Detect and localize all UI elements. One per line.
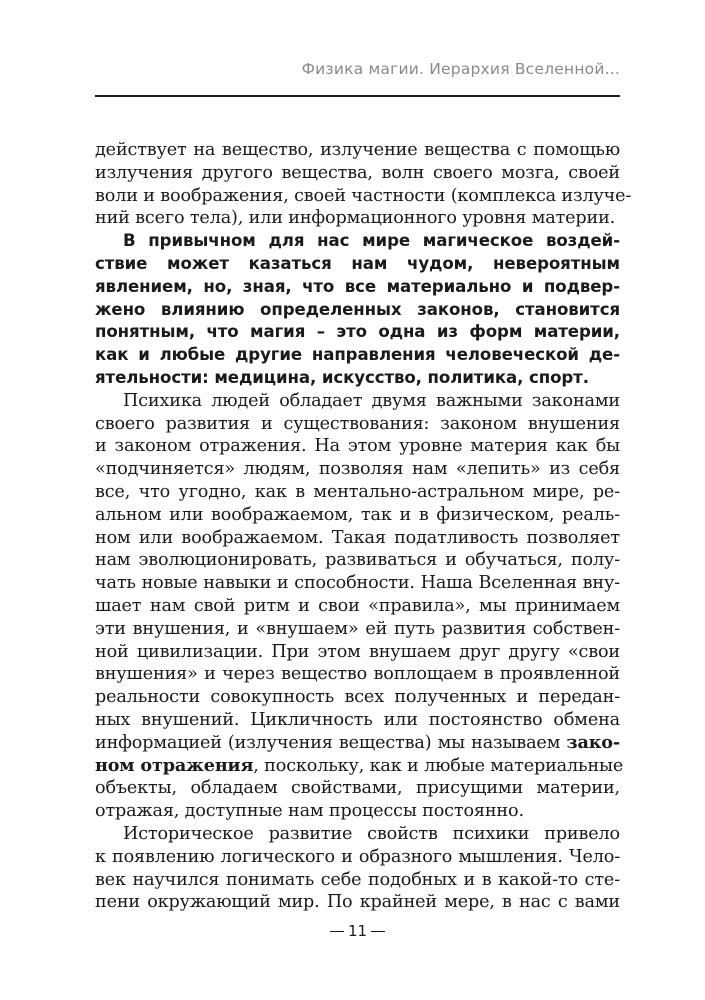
line-text: объекты, обладаем свойствами, присущими материи, — [95, 778, 620, 799]
text-line — [95, 891, 620, 914]
text-line — [95, 504, 620, 527]
line-text: В привычном для нас мире магическое воздей- — [123, 231, 620, 251]
line-text: , поскольку, как и любые материальные — [253, 755, 624, 776]
line-text: реальности совокупность всех полученных и передан- — [95, 687, 620, 708]
line-text: к появлению логического и образного мышления. Чело- — [95, 846, 620, 867]
text-line — [95, 527, 620, 550]
body-text — [95, 139, 632, 914]
line-text: Психика людей обладает двумя важными законами — [123, 390, 620, 411]
line-text: ном или воображаемом. Такая податливость позволяет — [95, 527, 620, 548]
line-text: воли и воображения, своей частности (комплекса излуче- — [95, 185, 632, 206]
text-line — [95, 344, 620, 367]
folio-dash-right — [371, 931, 385, 932]
text-line — [95, 299, 620, 322]
text-line — [95, 253, 620, 276]
line-text: «подчиняется» людям, позволяя нам «лепить» из себя — [95, 459, 620, 480]
text-line — [95, 709, 620, 732]
text-line — [95, 435, 620, 458]
line-text: своего развития и существования: законом внушения — [95, 413, 620, 434]
line-text: ствие может казаться нам чудом, невероятным — [95, 253, 620, 273]
text-line — [95, 641, 620, 664]
text-line — [95, 732, 620, 755]
text-line — [95, 139, 620, 162]
line-text: действует на вещество, излучение вещества с помощью — [95, 140, 620, 160]
text-line — [95, 413, 620, 436]
text-line — [95, 572, 620, 595]
line-text: жено влиянию определенных законов, становится — [95, 299, 620, 319]
text-line — [95, 185, 632, 208]
text-line — [95, 869, 620, 892]
header-rule — [95, 95, 620, 97]
text-line — [95, 549, 620, 572]
line-text: Историческое развитие свойств психики привело — [123, 823, 620, 844]
line-text: информацией (излучения вещества) мы называем — [95, 732, 567, 753]
text-line — [95, 367, 620, 390]
line-text: ной цивилизации. При этом внушаем друг другу «свои — [95, 641, 620, 662]
text-line — [95, 823, 620, 846]
line-text: ний всего тела), или информационного уровня материи. — [95, 208, 616, 229]
line-text: пени окружающий мир. По крайней мере, в нас с вами — [95, 892, 620, 913]
line-text: альном или воображаемом, так и в физическом, реаль- — [95, 504, 620, 525]
line-text: ятельности: медицина, искусство, политика, спорт. — [95, 367, 589, 387]
inline-bold-term: зако- — [566, 731, 620, 753]
text-line — [95, 276, 620, 299]
text-line — [95, 390, 620, 413]
line-text: ных внушений. Цикличность или постоянство обмена — [95, 709, 620, 730]
line-text: эти внушения, и «внушаем» ей путь развития собствен- — [95, 618, 620, 639]
line-text: шает нам свой ритм и свои «правила», мы принимаем — [95, 595, 620, 616]
text-line — [95, 162, 620, 185]
page-number-value: 11 — [347, 922, 368, 940]
folio-dash-left — [330, 931, 344, 932]
line-text: и законом отражения. На этом уровне материя как бы — [95, 436, 620, 457]
line-text: излучения другого вещества, волн своего мозга, своей — [95, 162, 620, 183]
text-line — [95, 686, 620, 709]
line-text: нам эволюционировать, развиваться и обучаться, полу- — [95, 550, 620, 571]
line-text: как и любые другие направления человеческой де- — [95, 345, 620, 365]
text-line — [95, 663, 620, 686]
text-line — [95, 777, 620, 800]
line-text: век научился понимать себе подобных и в какой-то сте- — [95, 869, 620, 890]
line-text: отражая, доступные нам процессы постоянно. — [95, 801, 524, 822]
text-line — [95, 230, 620, 253]
inline-bold-term: ном отражения — [95, 754, 254, 776]
line-text: все, что угодно, как в ментально-астральном мире, ре- — [95, 481, 620, 502]
text-line — [95, 618, 620, 641]
text-line — [95, 481, 620, 504]
page-number — [95, 922, 620, 940]
line-text: внушения» и через вещество воплощаем в проявленной — [95, 664, 620, 685]
running-header: Физика магии. Иерархия Вселенной... — [301, 60, 620, 78]
line-text: понятным, что магия – это одна из форм материи, — [95, 322, 620, 342]
line-text: явлением, но, зная, что все материально и подвер- — [95, 276, 620, 296]
text-line — [95, 754, 624, 778]
text-line — [95, 846, 620, 869]
text-line — [95, 595, 620, 618]
text-line — [95, 800, 620, 823]
text-line — [95, 207, 620, 230]
text-line — [95, 458, 620, 481]
text-line — [95, 321, 620, 344]
line-text: чать новые навыки и способности. Наша Вселенная вну- — [95, 573, 620, 594]
